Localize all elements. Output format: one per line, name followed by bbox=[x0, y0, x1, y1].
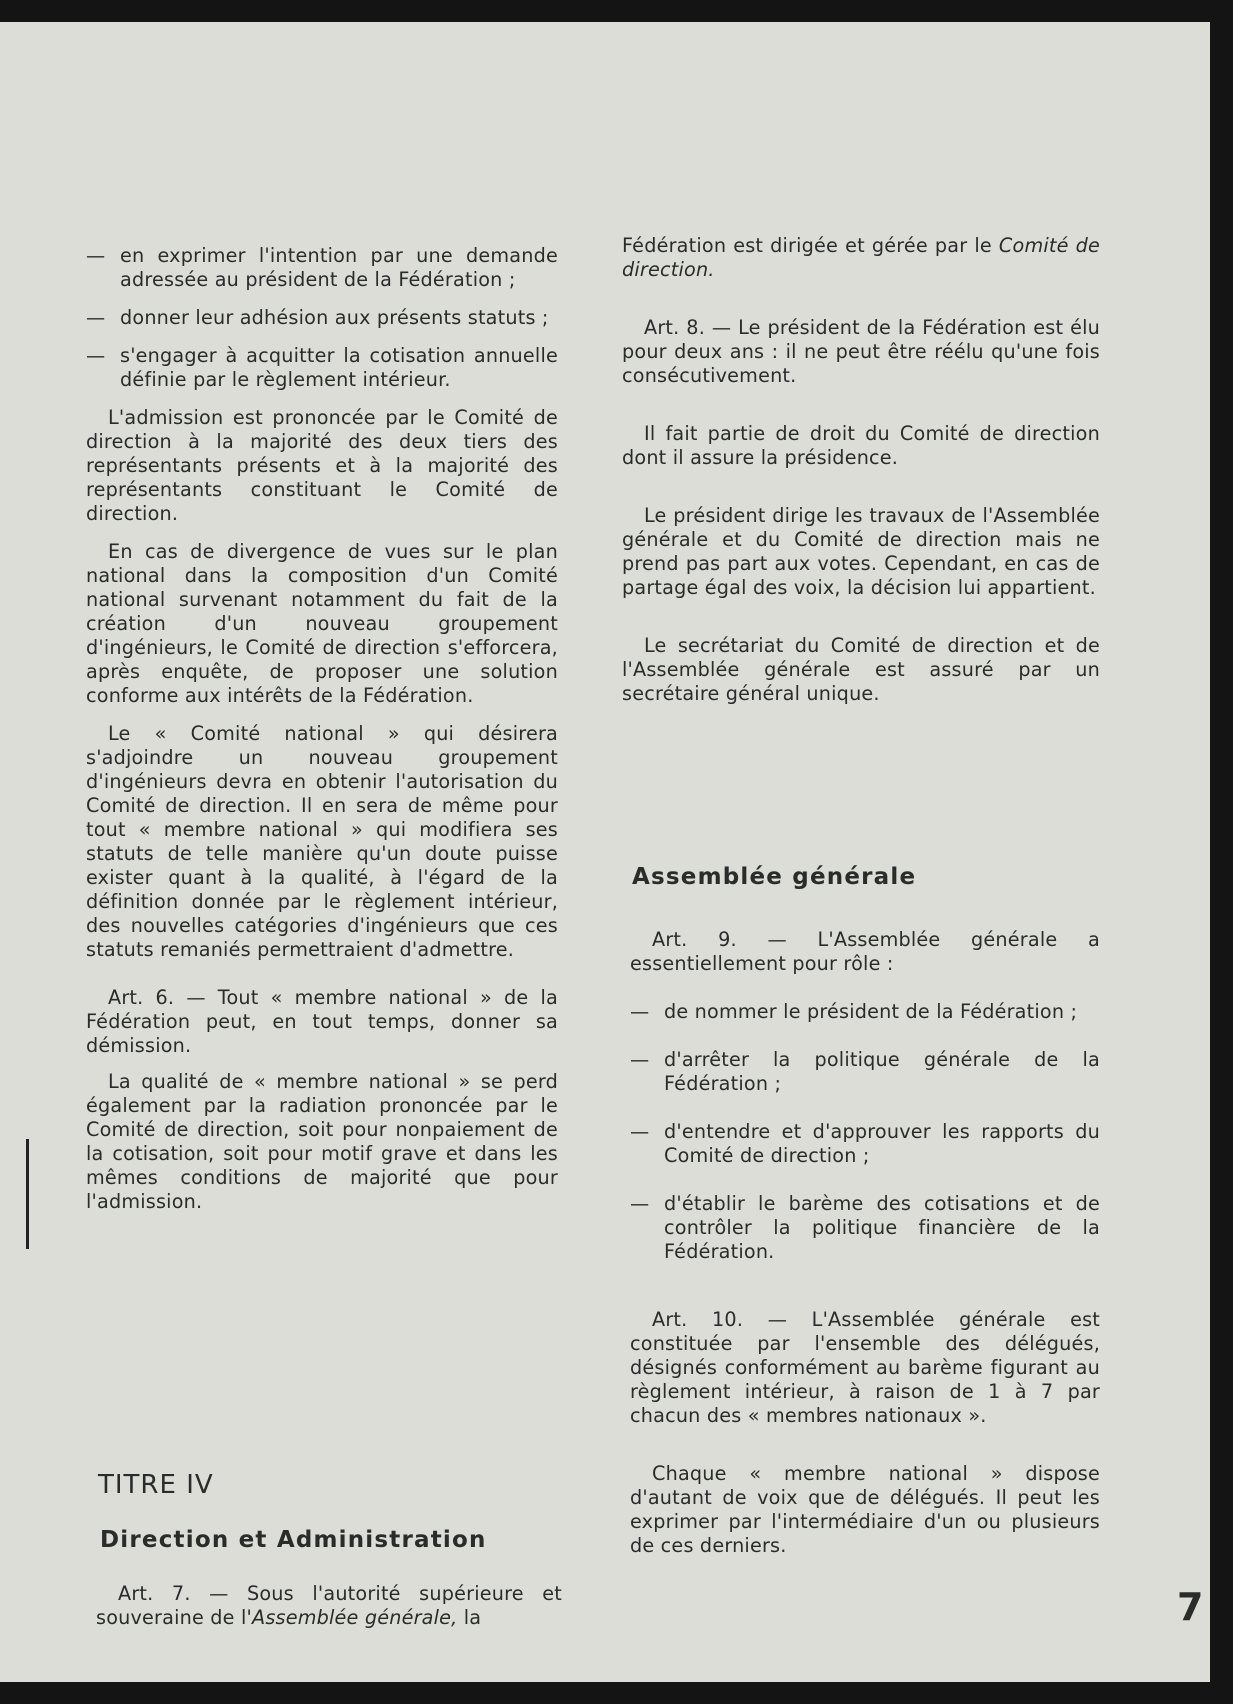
paragraph-divergence: En cas de divergence de vues sur le plan national dans la composition d'un Comité national survenant notamment du fait de la création d'un nouveau groupement d'ingénieurs, le Comité de direction s'efforcera, après enquête, de proposer une solution conforme aux intérêts de la Fédération. bbox=[86, 540, 558, 707]
paragraph-art6: Art. 6. — Tout « membre national » de la Fédération peut, en tout temps, donner sa démission. bbox=[86, 986, 558, 1057]
left-column bbox=[86, 244, 558, 1214]
paragraph-comite-national: Le « Comité national » qui désirera s'adjoindre un nouveau groupement d'ingénieurs devra en obtenir l'autorisation du Comité de direction. Il en sera de même pour tout « membre national » qui modifiera ses statuts de telle manière qu'un doute puisse exister quant à la qualité, à l'égard de la définition donnée par le règlement intérieur, des nouvelles catégories d'ingénieurs que ces statuts remaniés permettraient d'admettre. bbox=[86, 722, 558, 961]
paragraph-art8: Art. 8. — Le président de la Fédération est élu pour deux ans : il ne peut être réélu qu'une fois consécutivement. bbox=[622, 316, 1100, 387]
paragraph-art9: Art. 9. — L'Assemblée générale a essentiellement pour rôle : bbox=[630, 928, 1100, 975]
list-item: — d'arrêter la politique générale de la Fédération ; bbox=[630, 1048, 1100, 1095]
section-heading-direction: Direction et Administration bbox=[100, 1527, 487, 1553]
list-item: — d'établir le barème des cotisations et de contrôler la politique financière de la Fédération. bbox=[630, 1192, 1100, 1263]
paragraph-fait-partie: Il fait partie de droit du Comité de direction dont il assure la présidence. bbox=[622, 422, 1100, 469]
list-item: — donner leur adhésion aux présents statuts ; bbox=[86, 306, 549, 329]
margin-mark bbox=[26, 1139, 29, 1249]
list-item: — s'engager à acquitter la cotisation annuelle définie par le règlement intérieur. bbox=[86, 344, 558, 391]
list-item: — en exprimer l'intention par une demande adressée au président de la Fédération ; bbox=[86, 244, 558, 291]
titre-heading: TITRE IV bbox=[98, 1470, 214, 1500]
list-item: — d'entendre et d'approuver les rapports du Comité de direction ; bbox=[630, 1120, 1100, 1167]
paragraph-art7: Art. 7. — Sous l'autorité supérieure et souveraine de l'Assemblée générale, la bbox=[96, 1582, 562, 1629]
document-page bbox=[0, 22, 1210, 1682]
paragraph-chaque: Chaque « membre national » dispose d'autant de voix que de délégués. Il peut les exprimer par l'intermédiaire d'un ou plusieurs de ces derniers. bbox=[630, 1462, 1100, 1557]
right-column-lower bbox=[630, 928, 1100, 1558]
page-number: 7 bbox=[1177, 1585, 1204, 1629]
paragraph-continuation: Fédération est dirigée et gérée par le Comité de direction. bbox=[622, 234, 1100, 281]
paragraph-qualite: La qualité de « membre national » se perd également par la radiation prononcée par le Comité de direction, soit pour nonpaiement de la cotisation, soit pour motif grave et dans les mêmes conditions de majorité que pour l'admission. bbox=[86, 1070, 558, 1213]
paragraph-admission: L'admission est prononcée par le Comité de direction à la majorité des deux tiers des représentants présents et à la majorité des représentants constituant le Comité de direction. bbox=[86, 406, 558, 525]
right-column bbox=[622, 234, 1100, 706]
paragraph-secretariat: Le secrétariat du Comité de direction et de l'Assemblée générale est assuré par un secrétaire général unique. bbox=[622, 634, 1100, 705]
list-item: — de nommer le président de la Fédération ; bbox=[630, 1000, 1078, 1023]
section-heading-assemblee: Assemblée générale bbox=[632, 864, 917, 890]
paragraph-art10: Art. 10. — L'Assemblée générale est constituée par l'ensemble des délégués, désignés conformément au barème figurant au règlement intérieur, à raison de 1 à 7 par chacun des « membres nationaux ». bbox=[630, 1308, 1100, 1427]
paragraph-dirige: Le président dirige les travaux de l'Assemblée générale et du Comité de direction mais ne prend pas part aux votes. Cependant, en cas de partage égal des voix, la décision lui appartient. bbox=[622, 504, 1100, 599]
